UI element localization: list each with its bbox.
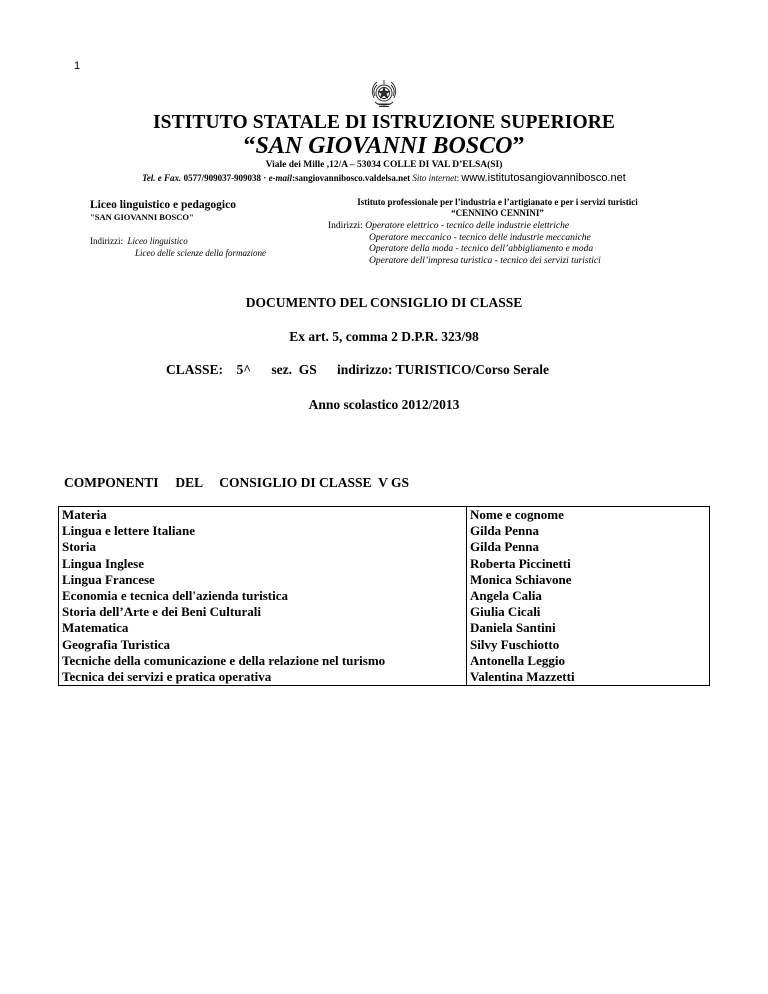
email-label: e-mail bbox=[268, 173, 293, 183]
table-row bbox=[59, 653, 710, 669]
liceo-indirizzo-item: Liceo linguistico bbox=[127, 236, 188, 246]
table-row bbox=[59, 523, 710, 539]
class-info bbox=[166, 362, 549, 378]
docente-cell: Valentina Mazzetti bbox=[467, 669, 710, 686]
istituto-indirizzo-item: Operatore della moda - tecnico dell’abbigliamento e moda bbox=[369, 244, 594, 254]
docente-cell: Antonella Leggio bbox=[467, 653, 710, 669]
istituto-indirizzo-item: Operatore meccanico - tecnico delle industrie meccaniche bbox=[369, 232, 591, 243]
indirizzo-label: indirizzo: bbox=[337, 362, 393, 377]
table-row bbox=[59, 604, 710, 620]
italian-republic-emblem-icon bbox=[369, 78, 399, 110]
materia-cell: Tecnica dei servizi e pratica operativa bbox=[59, 669, 467, 686]
istituto-indirizzo-item: Operatore elettrico - tecnico delle industrie elettriche bbox=[365, 221, 570, 231]
istituto-indirizzo-item: Operatore dell’impresa turistica - tecnico dei servizi turistici bbox=[369, 255, 601, 266]
sezione-label: sez. bbox=[271, 362, 293, 377]
materia-cell: Lingua Inglese bbox=[59, 556, 467, 572]
school-year: Anno scolastico 2012/2013 bbox=[308, 397, 460, 412]
table-row bbox=[59, 620, 710, 636]
classe-label: CLASSE: bbox=[166, 362, 224, 377]
email-value: :sangiovannibosco.valdelsa.net bbox=[292, 173, 411, 183]
table-row bbox=[59, 588, 710, 604]
table-row bbox=[59, 539, 710, 555]
column-header: Nome e cognome bbox=[467, 507, 710, 524]
column-header: Materia bbox=[59, 507, 467, 524]
table-row bbox=[59, 669, 710, 686]
materia-cell: Storia dell’Arte e dei Beni Culturali bbox=[59, 604, 467, 620]
table-row bbox=[59, 572, 710, 588]
liceo-indirizzi-label: Indirizzi: bbox=[90, 236, 123, 246]
materia-cell: Geografia Turistica bbox=[59, 637, 467, 653]
docente-cell: Gilda Penna bbox=[467, 523, 710, 539]
componenti-heading-part: COMPONENTI bbox=[64, 475, 159, 490]
table-header-row bbox=[59, 507, 710, 524]
materia-cell: Matematica bbox=[59, 620, 467, 636]
document-title: DOCUMENTO DEL CONSIGLIO DI CLASSE bbox=[245, 295, 523, 310]
quote-open: “ bbox=[243, 133, 256, 159]
quote-close: ” bbox=[512, 133, 525, 159]
phone-value: 0577/909037-909038 · bbox=[183, 173, 267, 183]
materia-cell: Tecniche della comunicazione e della relazione nel turismo bbox=[59, 653, 467, 669]
materia-cell: Economia e tecnica dell'azienda turistica bbox=[59, 588, 467, 604]
document-reference: Ex art. 5, comma 2 D.P.R. 323/98 bbox=[289, 329, 479, 344]
docente-cell: Giulia Cicali bbox=[467, 604, 710, 620]
componenti-heading-part: CONSIGLIO DI CLASSE V GS bbox=[219, 475, 409, 490]
docente-cell: Roberta Piccinetti bbox=[467, 556, 710, 572]
istituto-professionale-subtitle: “CENNINO CENNINI” bbox=[451, 208, 544, 218]
componenti-heading bbox=[64, 475, 409, 491]
componenti-heading-part: DEL bbox=[175, 475, 203, 490]
site-label: Sito internet bbox=[412, 173, 457, 183]
phone-label: Tel. e Fax. bbox=[142, 173, 182, 183]
institute-contacts: Tel. e Fax. 0577/909037-909038 · e-mail:sangiovannibosco.valdelsa.net Sito internet: www.istitutosangiovannibosco.net bbox=[142, 172, 626, 184]
componenti-table bbox=[58, 506, 710, 686]
liceo-title: Liceo linguistico e pedagogico bbox=[90, 199, 236, 211]
indirizzo-value: TURISTICO/Corso Serale bbox=[395, 362, 550, 377]
istituto-indirizzi bbox=[328, 221, 601, 267]
liceo-subtitle: "SAN GIOVANNI BOSCO" bbox=[90, 212, 194, 222]
liceo-indirizzo-item: Liceo delle scienze della formazione bbox=[135, 248, 266, 258]
site-link[interactable]: www.istitutosangiovannibosco.net bbox=[461, 172, 626, 184]
institute-name bbox=[0, 133, 768, 160]
page-number: 1 bbox=[74, 60, 81, 72]
istituto-indirizzi-label: Indirizzi: bbox=[328, 221, 363, 231]
table-row bbox=[59, 637, 710, 653]
docente-cell: Angela Calia bbox=[467, 588, 710, 604]
docente-cell: Daniela Santini bbox=[467, 620, 710, 636]
materia-cell: Lingua e lettere Italiane bbox=[59, 523, 467, 539]
institute-address: Viale dei Mille ,12/A – 53034 COLLE DI VAL D’ELSA(SI) bbox=[265, 160, 503, 170]
sezione-value: GS bbox=[298, 362, 317, 377]
docente-cell: Gilda Penna bbox=[467, 539, 710, 555]
liceo-indirizzi bbox=[90, 235, 266, 259]
materia-cell: Lingua Francese bbox=[59, 572, 467, 588]
table-row bbox=[59, 556, 710, 572]
institute-title: ISTITUTO STATALE DI ISTRUZIONE SUPERIORE bbox=[152, 112, 616, 133]
docente-cell: Monica Schiavone bbox=[467, 572, 710, 588]
docente-cell: Silvy Fuschiotto bbox=[467, 637, 710, 653]
istituto-professionale-title: Istituto professionale per l’industria e l’artigianato e per i servizi turistici bbox=[357, 197, 638, 207]
institute-name-text: SAN GIOVANNI BOSCO bbox=[255, 133, 513, 159]
materia-cell: Storia bbox=[59, 539, 467, 555]
classe-value: 5^ bbox=[236, 362, 252, 377]
